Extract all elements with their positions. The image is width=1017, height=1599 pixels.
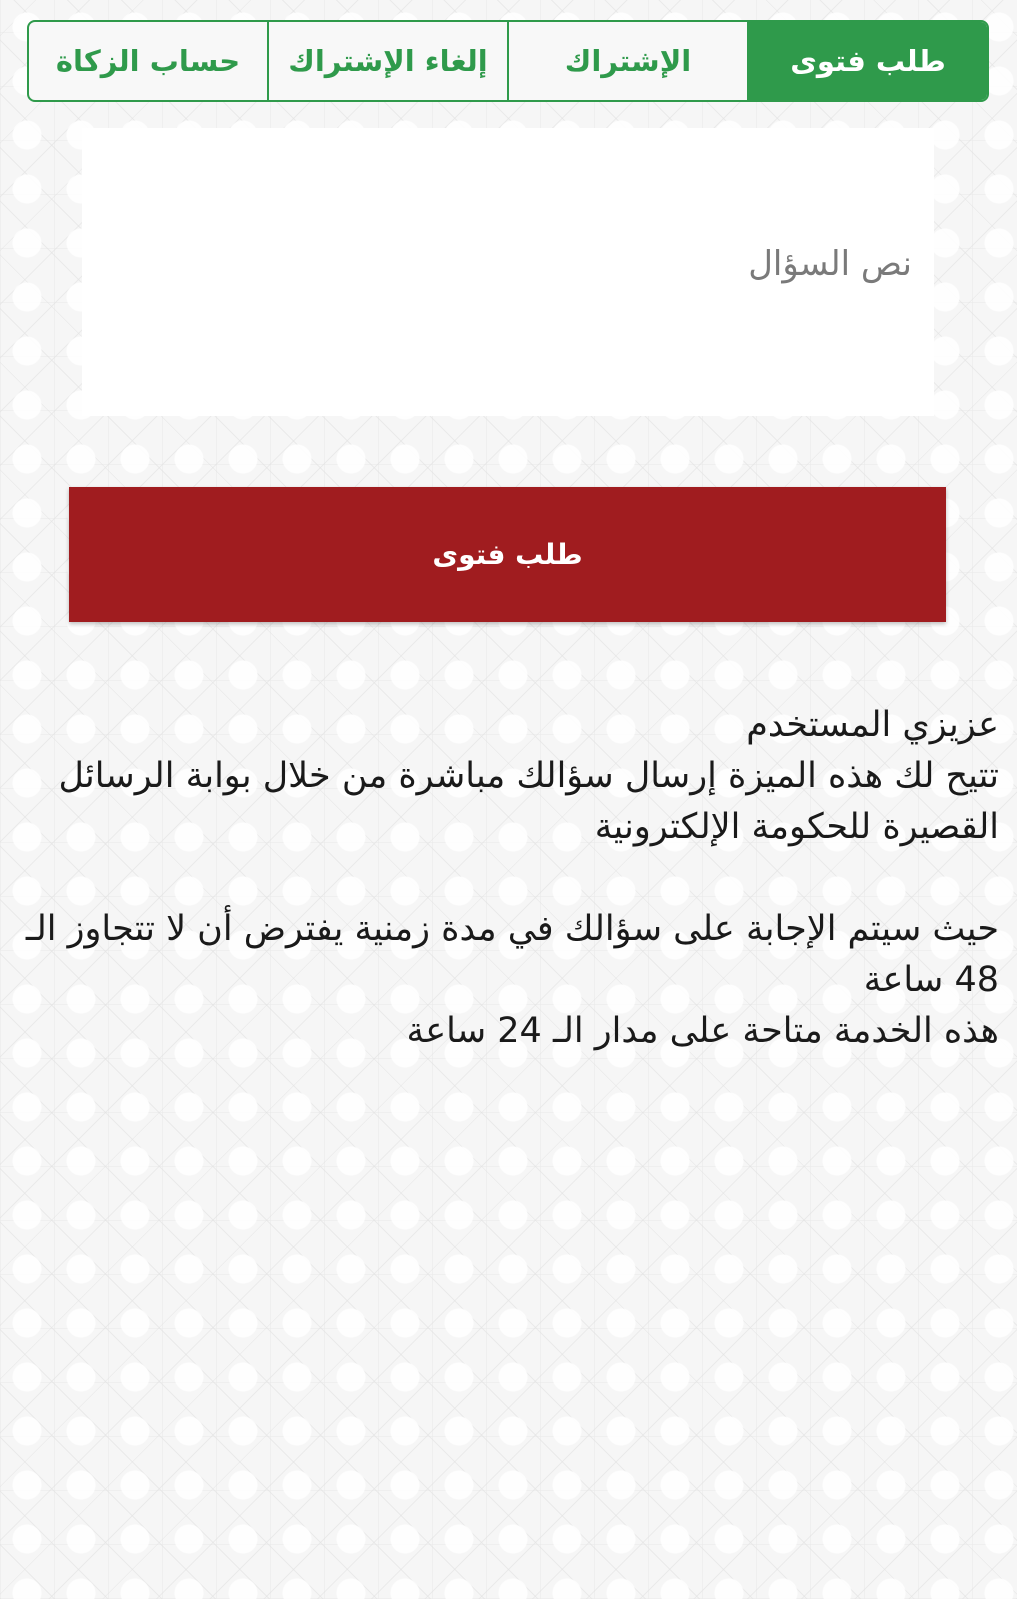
tab-bar xyxy=(27,20,989,102)
info-greeting: عزيزي المستخدم xyxy=(746,705,999,745)
tab-request-fatwa[interactable]: طلب فتوى xyxy=(747,22,987,100)
info-text xyxy=(14,700,999,1057)
info-response-time: حيث سيتم الإجابة على سؤالك في مدة زمنية يفترض أن لا تتجاوز الـ 48 ساعة xyxy=(25,909,999,1000)
info-description: تتيح لك هذه الميزة إرسال سؤالك مباشرة من خلال بوابة الرسائل القصيرة للحكومة الإلكترونية xyxy=(58,756,999,847)
tab-unsubscribe[interactable]: إلغاء الإشتراك xyxy=(267,22,507,100)
spacer xyxy=(14,853,999,904)
question-input[interactable] xyxy=(82,128,934,416)
question-box xyxy=(82,128,934,416)
tab-zakat-calculator[interactable]: حساب الزكاة xyxy=(55,44,241,78)
request-fatwa-button[interactable]: طلب فتوى xyxy=(69,487,946,622)
tab-subscribe[interactable]: الإشتراك xyxy=(507,22,747,100)
info-availability: هذه الخدمة متاحة على مدار الـ 24 ساعة xyxy=(406,1011,999,1051)
